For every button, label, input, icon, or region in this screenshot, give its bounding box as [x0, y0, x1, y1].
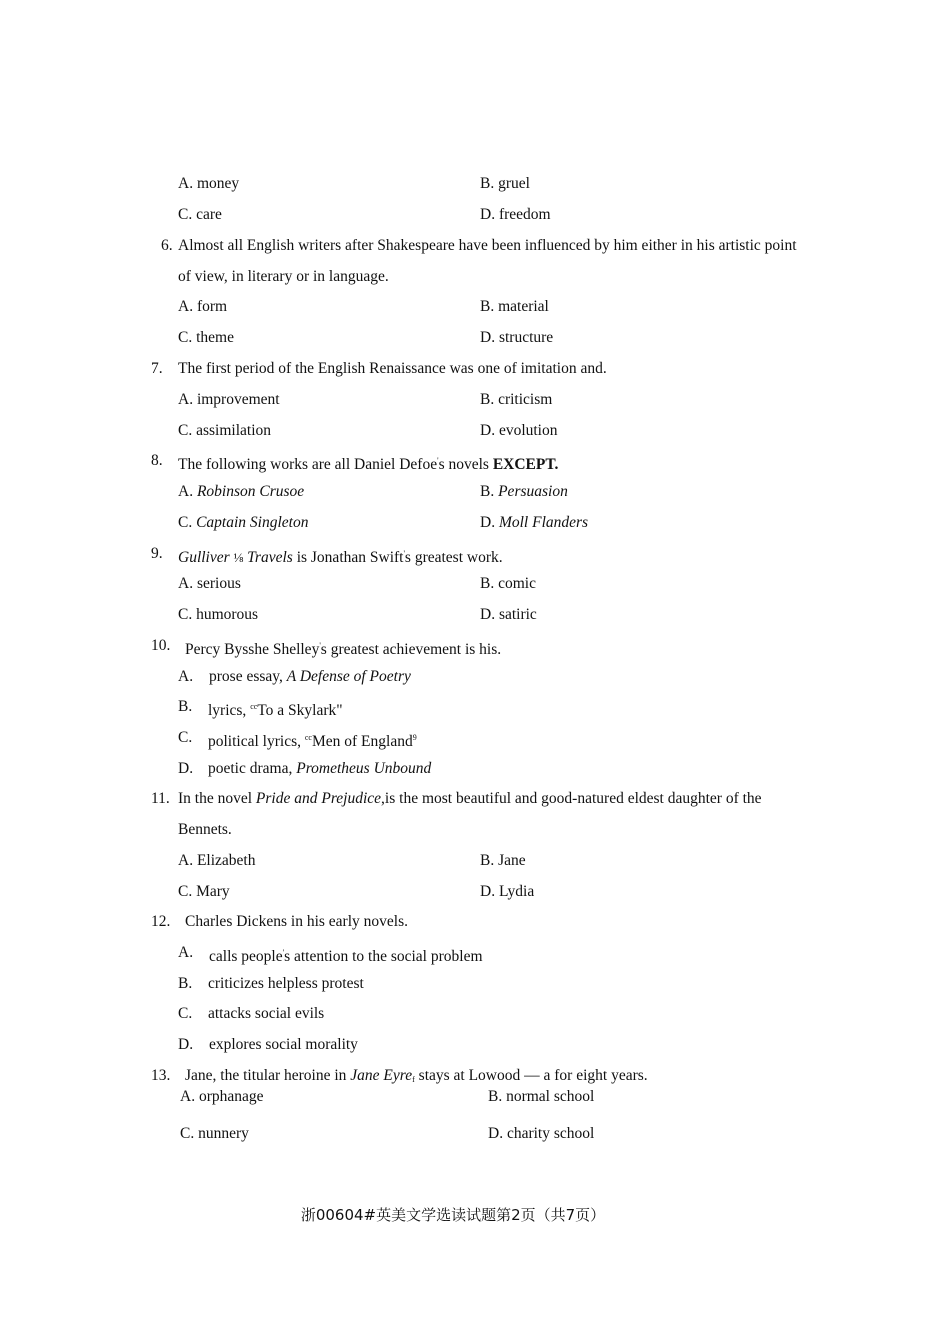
- q12-option-c: attacks social evils: [208, 1005, 325, 1022]
- q6-stem-line2: of view, in literary or in language.: [178, 268, 389, 285]
- q12-option-d-letter: D.: [178, 1036, 194, 1053]
- q8-option-a: A. Robinson Crusoe: [178, 483, 305, 500]
- q7-option-b: B. criticism: [480, 391, 553, 408]
- q6-number: 6.: [161, 237, 173, 254]
- q10-option-d-letter: D.: [178, 760, 194, 777]
- q5-option-a: A. money: [178, 175, 240, 192]
- q9-option-c: C. humorous: [178, 606, 259, 623]
- q10-stem: Percy Bysshe Shelley's greatest achievement is his.: [185, 641, 502, 658]
- q12-option-a-letter: A.: [178, 944, 194, 961]
- q13-option-c: C. nunnery: [180, 1125, 249, 1142]
- q6-stem-line1: Almost all English writers after Shakespeare have been influenced by him either in his artistic point: [178, 237, 797, 254]
- q11-option-c: C. Mary: [178, 883, 230, 900]
- q13-option-b: B. normal school: [488, 1088, 595, 1105]
- q9-stem: Gulliver ⅛ Travels is Jonathan Swift's greatest work.: [178, 549, 503, 566]
- q12-option-b: criticizes helpless protest: [208, 975, 364, 992]
- q13-stem: Jane, the titular heroine in Jane Eyre$_f$ stays at Lowood — a for eight years.: [185, 1067, 648, 1084]
- q8-number: 8.: [151, 452, 163, 469]
- q6-option-d: D. structure: [480, 329, 554, 346]
- q10-option-b: lyrics, $^{cc}$To a Skylark": [208, 702, 343, 719]
- q6-option-c: C. theme: [178, 329, 234, 346]
- q7-number: 7.: [151, 360, 163, 377]
- q10-option-c-letter: C.: [178, 729, 193, 746]
- q12-number: 12.: [151, 913, 171, 930]
- q10-option-d: poetic drama, Prometheus Unbound: [208, 760, 432, 777]
- q13-option-a: A. orphanage: [180, 1088, 264, 1105]
- q11-option-d: D. Lydia: [480, 883, 535, 900]
- q11-number: 11.: [151, 790, 170, 807]
- q11-option-b: B. Jane: [480, 852, 526, 869]
- q10-option-a: prose essay, A Defense of Poetry: [209, 668, 411, 685]
- q5-option-c: C. care: [178, 206, 222, 223]
- q11-stem-line2: Bennets.: [178, 821, 232, 838]
- q12-option-d: explores social morality: [209, 1036, 358, 1053]
- q13-number: 13.: [151, 1067, 171, 1084]
- q5-option-b: B. gruel: [480, 175, 530, 192]
- q7-option-c: C. assimilation: [178, 422, 271, 439]
- q8-stem: The following works are all Daniel Defoe's novels EXCEPT.: [178, 456, 559, 473]
- q9-number: 9.: [151, 545, 163, 562]
- q9-option-b: B. comic: [480, 575, 536, 592]
- q8-option-c: C. Captain Singleton: [178, 514, 309, 531]
- q8-option-b: B. Persuasion: [480, 483, 568, 500]
- q7-option-d: D. evolution: [480, 422, 558, 439]
- q10-number: 10.: [151, 637, 171, 654]
- page-footer: 浙00604#英美文学选读试题第2页（共7页）: [300, 1206, 606, 1224]
- q5-option-d: D. freedom: [480, 206, 551, 223]
- q12-option-b-letter: B.: [178, 975, 193, 992]
- q6-option-a: A. form: [178, 298, 228, 315]
- q9-option-d: D. satiric: [480, 606, 537, 623]
- q6-option-b: B. material: [480, 298, 549, 315]
- q10-option-b-letter: B.: [178, 698, 193, 715]
- q7-option-a: A. improvement: [178, 391, 280, 408]
- q12-option-c-letter: C.: [178, 1005, 193, 1022]
- q11-stem-line1: In the novel Pride and Prejudice,is the most beautiful and good-natured eldest daughter of the: [178, 790, 762, 807]
- q9-option-a: A. serious: [178, 575, 241, 592]
- q8-option-d: D. Moll Flanders: [480, 514, 589, 531]
- q12-stem: Charles Dickens in his early novels.: [185, 913, 408, 930]
- q12-option-a: calls people's attention to the social problem: [209, 948, 483, 965]
- q11-option-a: A. Elizabeth: [178, 852, 256, 869]
- q7-stem: The first period of the English Renaissance was one of imitation and.: [178, 360, 607, 377]
- q10-option-a-letter: A.: [178, 668, 194, 685]
- q10-option-c: political lyrics, $^{cc}$Men of England$^9$: [208, 733, 417, 750]
- q13-option-d: D. charity school: [488, 1125, 595, 1142]
